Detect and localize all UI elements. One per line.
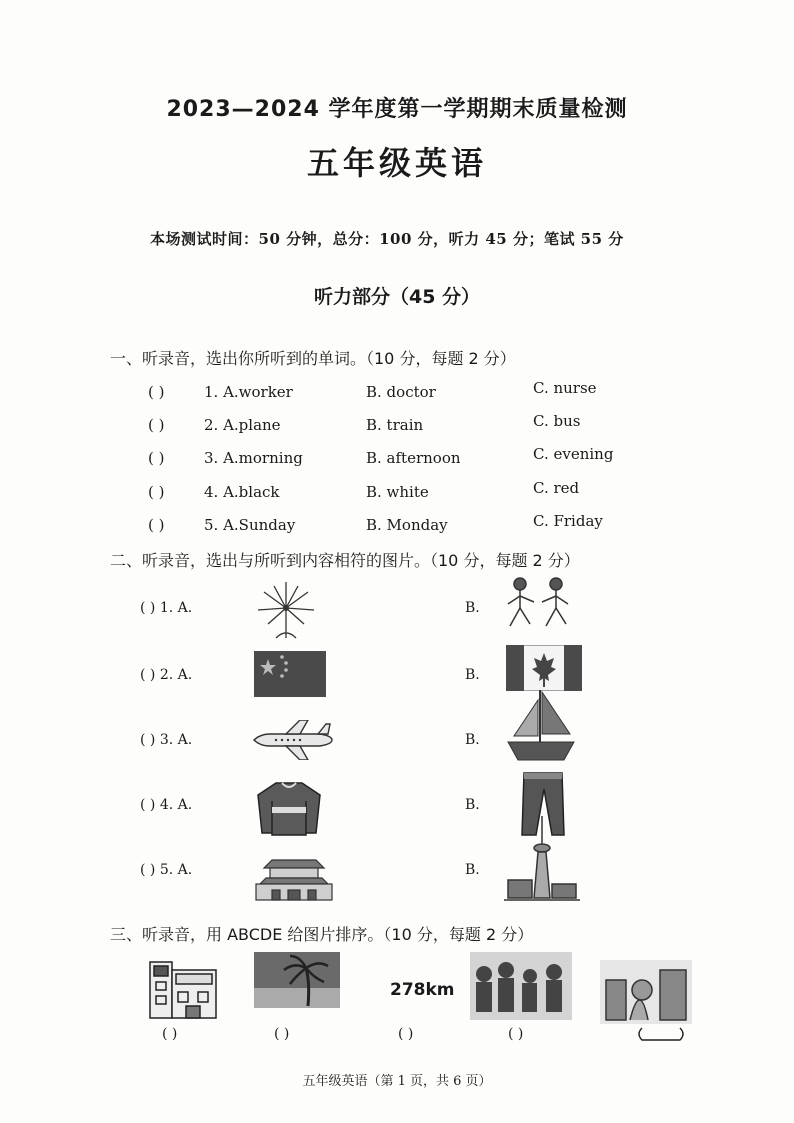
section1-question-4 [148,479,708,507]
section2-heading: 二、听录音，选出与所听到内容相符的图片。（10 分，每题 2 分） [110,551,580,570]
answer-paren[interactable]: ( ) [162,1026,178,1042]
answer-paren[interactable]: ( ) [148,383,165,401]
beach-picture [254,952,340,1008]
children-running-picture [498,574,578,632]
section2-question-1 [140,578,700,648]
section2-question-4 [140,775,700,845]
section1-question-3 [148,445,708,473]
hospital-picture [146,952,218,1022]
option-b-label: B. [465,667,480,683]
section3-heading: 三、听录音，用 ABCDE 给图片排序。（10 分，每题 2 分） [110,925,534,944]
option-c: C. Friday [533,512,603,530]
option-b-label: B. [465,797,480,813]
answer-paren[interactable]: ( ) [148,483,165,501]
listening-part-title: 听力部分（45 分） [313,286,481,308]
option-a: 4. A.black [204,483,280,501]
exam-subtitle: 五年级英语 [306,144,487,182]
section2-question-3 [140,710,700,780]
section1-question-1 [148,379,708,407]
distance-label: 278km [390,980,455,1000]
option-b: B. Monday [366,516,448,534]
section2-question-2 [140,645,700,715]
cn-tower-picture [504,814,580,904]
option-b-label: B. [465,732,480,748]
answer-paren[interactable]: ( ) [398,1026,414,1042]
option-b: B. afternoon [366,449,461,467]
airplane-picture [250,720,334,760]
tiananmen-picture [252,850,336,902]
option-b: B. doctor [366,383,436,401]
section1-question-5 [148,512,708,540]
answer-paren[interactable]: ( ) [148,416,165,434]
option-a: 1. A.worker [204,383,293,401]
section1-heading: 一、听录音，选出你所听到的单词。（10 分，每题 2 分） [110,349,516,368]
answer-paren[interactable]: ( ) [274,1026,290,1042]
option-c: C. red [533,479,580,497]
canada-flag-picture [506,645,582,691]
section1-question-2 [148,412,708,440]
question-label[interactable]: ( ) 4. A. [140,797,193,813]
option-b-label: B. [465,862,480,878]
answer-paren[interactable]: ( ) [148,516,165,534]
sailboat-picture [506,686,576,764]
fireworks-picture [250,578,322,640]
option-a: 3. A.morning [204,449,303,467]
question-label[interactable]: ( ) 3. A. [140,732,193,748]
answer-paren[interactable]: ( ) [508,1026,524,1042]
option-b: B. train [366,416,424,434]
exam-title: 2023—2024 学年度第一学期期末质量检测 [166,97,628,122]
page-footer: 五年级英语（第 1 页，共 6 页） [302,1074,492,1089]
family-picture [470,952,572,1020]
option-b: B. white [366,483,429,501]
option-a: 5. A.Sunday [204,516,296,534]
section2-question-5 [140,840,700,910]
option-b-label: B. [465,600,480,616]
china-flag-picture [254,651,326,697]
exam-info: 本场测试时间：50 分钟，总分：100 分，听力 45 分；笔试 55 分 [150,230,624,248]
option-c: C. bus [533,412,581,430]
option-c: C. evening [533,445,614,463]
question-label[interactable]: ( ) 5. A. [140,862,193,878]
question-label[interactable]: ( ) 1. A. [140,600,193,616]
option-a: 2. A.plane [204,416,281,434]
answer-paren-drawn[interactable] [636,1024,686,1044]
park-picture [600,960,692,1024]
sweater-picture [256,779,322,837]
answer-paren[interactable]: ( ) [148,449,165,467]
question-label[interactable]: ( ) 2. A. [140,667,193,683]
option-c: C. nurse [533,379,597,397]
